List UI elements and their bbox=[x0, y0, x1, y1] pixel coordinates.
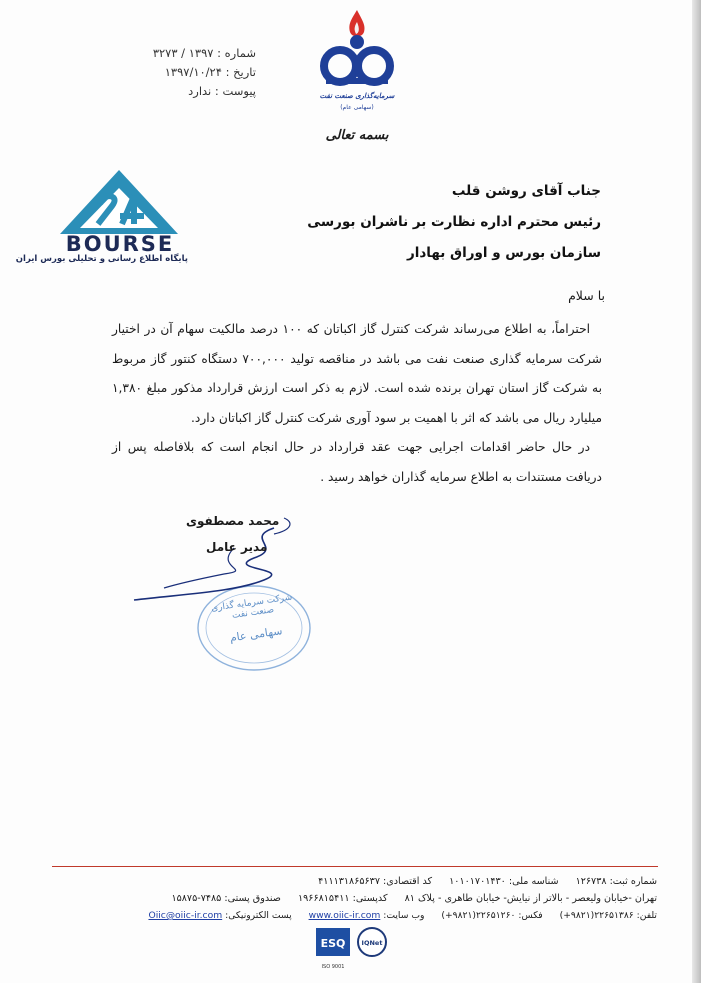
footer-email-label: پست الکترونیکی: bbox=[225, 910, 292, 921]
letter-number-value: ۱۳۹۷ / ۳۲۷۳ bbox=[152, 46, 214, 60]
letter-date-row bbox=[96, 63, 256, 82]
footer-po-box: صندوق پستی: ۷۴۸۵-۱۵۸۷۵ bbox=[171, 893, 281, 904]
footer-economic-code: کد اقتصادی: ۴۱۱۱۳۱۸۶۵۶۳۷ bbox=[318, 876, 433, 887]
cert-iqnet-label: IQNet bbox=[361, 939, 383, 947]
letter-number-row bbox=[96, 44, 256, 63]
cert-esq-label: ESQ bbox=[320, 937, 346, 950]
bismillah: بسمه تعالی bbox=[325, 128, 389, 143]
footer-national-id: شناسه ملی: ۱۰۱۰۱۷۰۱۴۳۰ bbox=[449, 876, 559, 887]
stamp-line-2: سهامی عام bbox=[228, 624, 284, 645]
footer-email-link[interactable]: Oiic@oiic-ir.com bbox=[148, 910, 223, 921]
body-paragraph-1: احتراماً، به اطلاع می‌رساند شرکت کنترل گاز اکباتان که ۱۰۰ درصد مالکیت سهام آن در اختیار شرکت سرمایه گذاری صنعت نفت می باشد در مناقصه تولید ۷۰۰,۰۰۰ دستگاه کنتور گاز مربوط به شرکت گاز استان تهران برنده شده است. لازم به ذکر است ارزش قرارداد مذکور مبلغ ۱,۳۸۰ میلیارد ریال می باشد که اثر با اهمیت بر سود آوری شرکت کنترل گاز اکباتان دارد. bbox=[112, 322, 602, 425]
company-logo-subname: (سهامی عام) bbox=[340, 104, 374, 111]
signatory-title: مدیر عامل bbox=[206, 540, 268, 554]
letter-meta bbox=[96, 44, 256, 101]
letter-date-value: ۱۳۹۷/۱۰/۲۴ bbox=[164, 65, 222, 79]
recipient-position: رئیس محترم اداره نظارت بر ناشران بورسی bbox=[307, 214, 601, 230]
letter-date-label: تاریخ : bbox=[225, 65, 256, 79]
footer-rule bbox=[52, 866, 658, 867]
footer-contact-line bbox=[37, 910, 657, 921]
cert-iso-label: ISO 9001 bbox=[321, 964, 345, 970]
footer-registration-line bbox=[37, 876, 657, 887]
company-logo bbox=[318, 8, 396, 118]
recipient-name: جناب آقای روشن قلب bbox=[451, 183, 601, 199]
bourse-logo-name: BOURSE bbox=[65, 232, 175, 256]
letter-attachment: پیوست : ندارد bbox=[188, 84, 256, 98]
footer-address: تهران -خیابان ولیعصر - بالاتر از نیایش- خیابان طاهری - پلاک ۸۱ bbox=[404, 893, 657, 904]
footer-fax: فکس: ۲۲۶۵۱۲۶۰(۹۸۲۱+) bbox=[441, 910, 543, 921]
signatory-name: محمد مصطفوی bbox=[186, 514, 280, 528]
stamp-line-1: شرکت سرمایه گذاری صنعت نفت bbox=[210, 592, 293, 621]
footer-website-label: وب سایت: bbox=[383, 910, 425, 921]
bourse-logo-subtitle: پایگاه اطلاع رسانی و تحلیلی بورس ایران bbox=[15, 254, 188, 264]
letter-body bbox=[112, 315, 602, 492]
page-edge-shadow bbox=[692, 0, 701, 983]
certification-logos bbox=[314, 926, 394, 972]
body-paragraph-2: در حال حاضر اقدامات اجرایی جهت عقد قرارداد در حال انجام است که بلافاصله پس از دریافت مستندات به اطلاع سرمایه گذاران خواهد رسید . bbox=[112, 440, 602, 484]
footer-reg-no: شماره ثبت: ۱۲۶۷۳۸ bbox=[575, 876, 657, 887]
company-logo-name: سرمایه‌گذاری صنعت نفت bbox=[319, 92, 395, 100]
recipient-block bbox=[271, 176, 601, 269]
recipient-organization: سازمان بورس و اوراق بهادار bbox=[406, 245, 601, 261]
footer-postal-code: کدپستی: ۱۹۶۶۸۱۵۴۱۱ bbox=[298, 893, 388, 904]
footer-address-line bbox=[37, 893, 657, 904]
footer-website-link[interactable]: www.oiic-ir.com bbox=[308, 910, 381, 921]
letter-number-label: شماره : bbox=[217, 46, 256, 60]
footer-phone: تلفن: ۲۲۶۵۱۳۸۶(۹۸۲۱+) bbox=[559, 910, 657, 921]
salutation: با سلام bbox=[568, 288, 605, 303]
